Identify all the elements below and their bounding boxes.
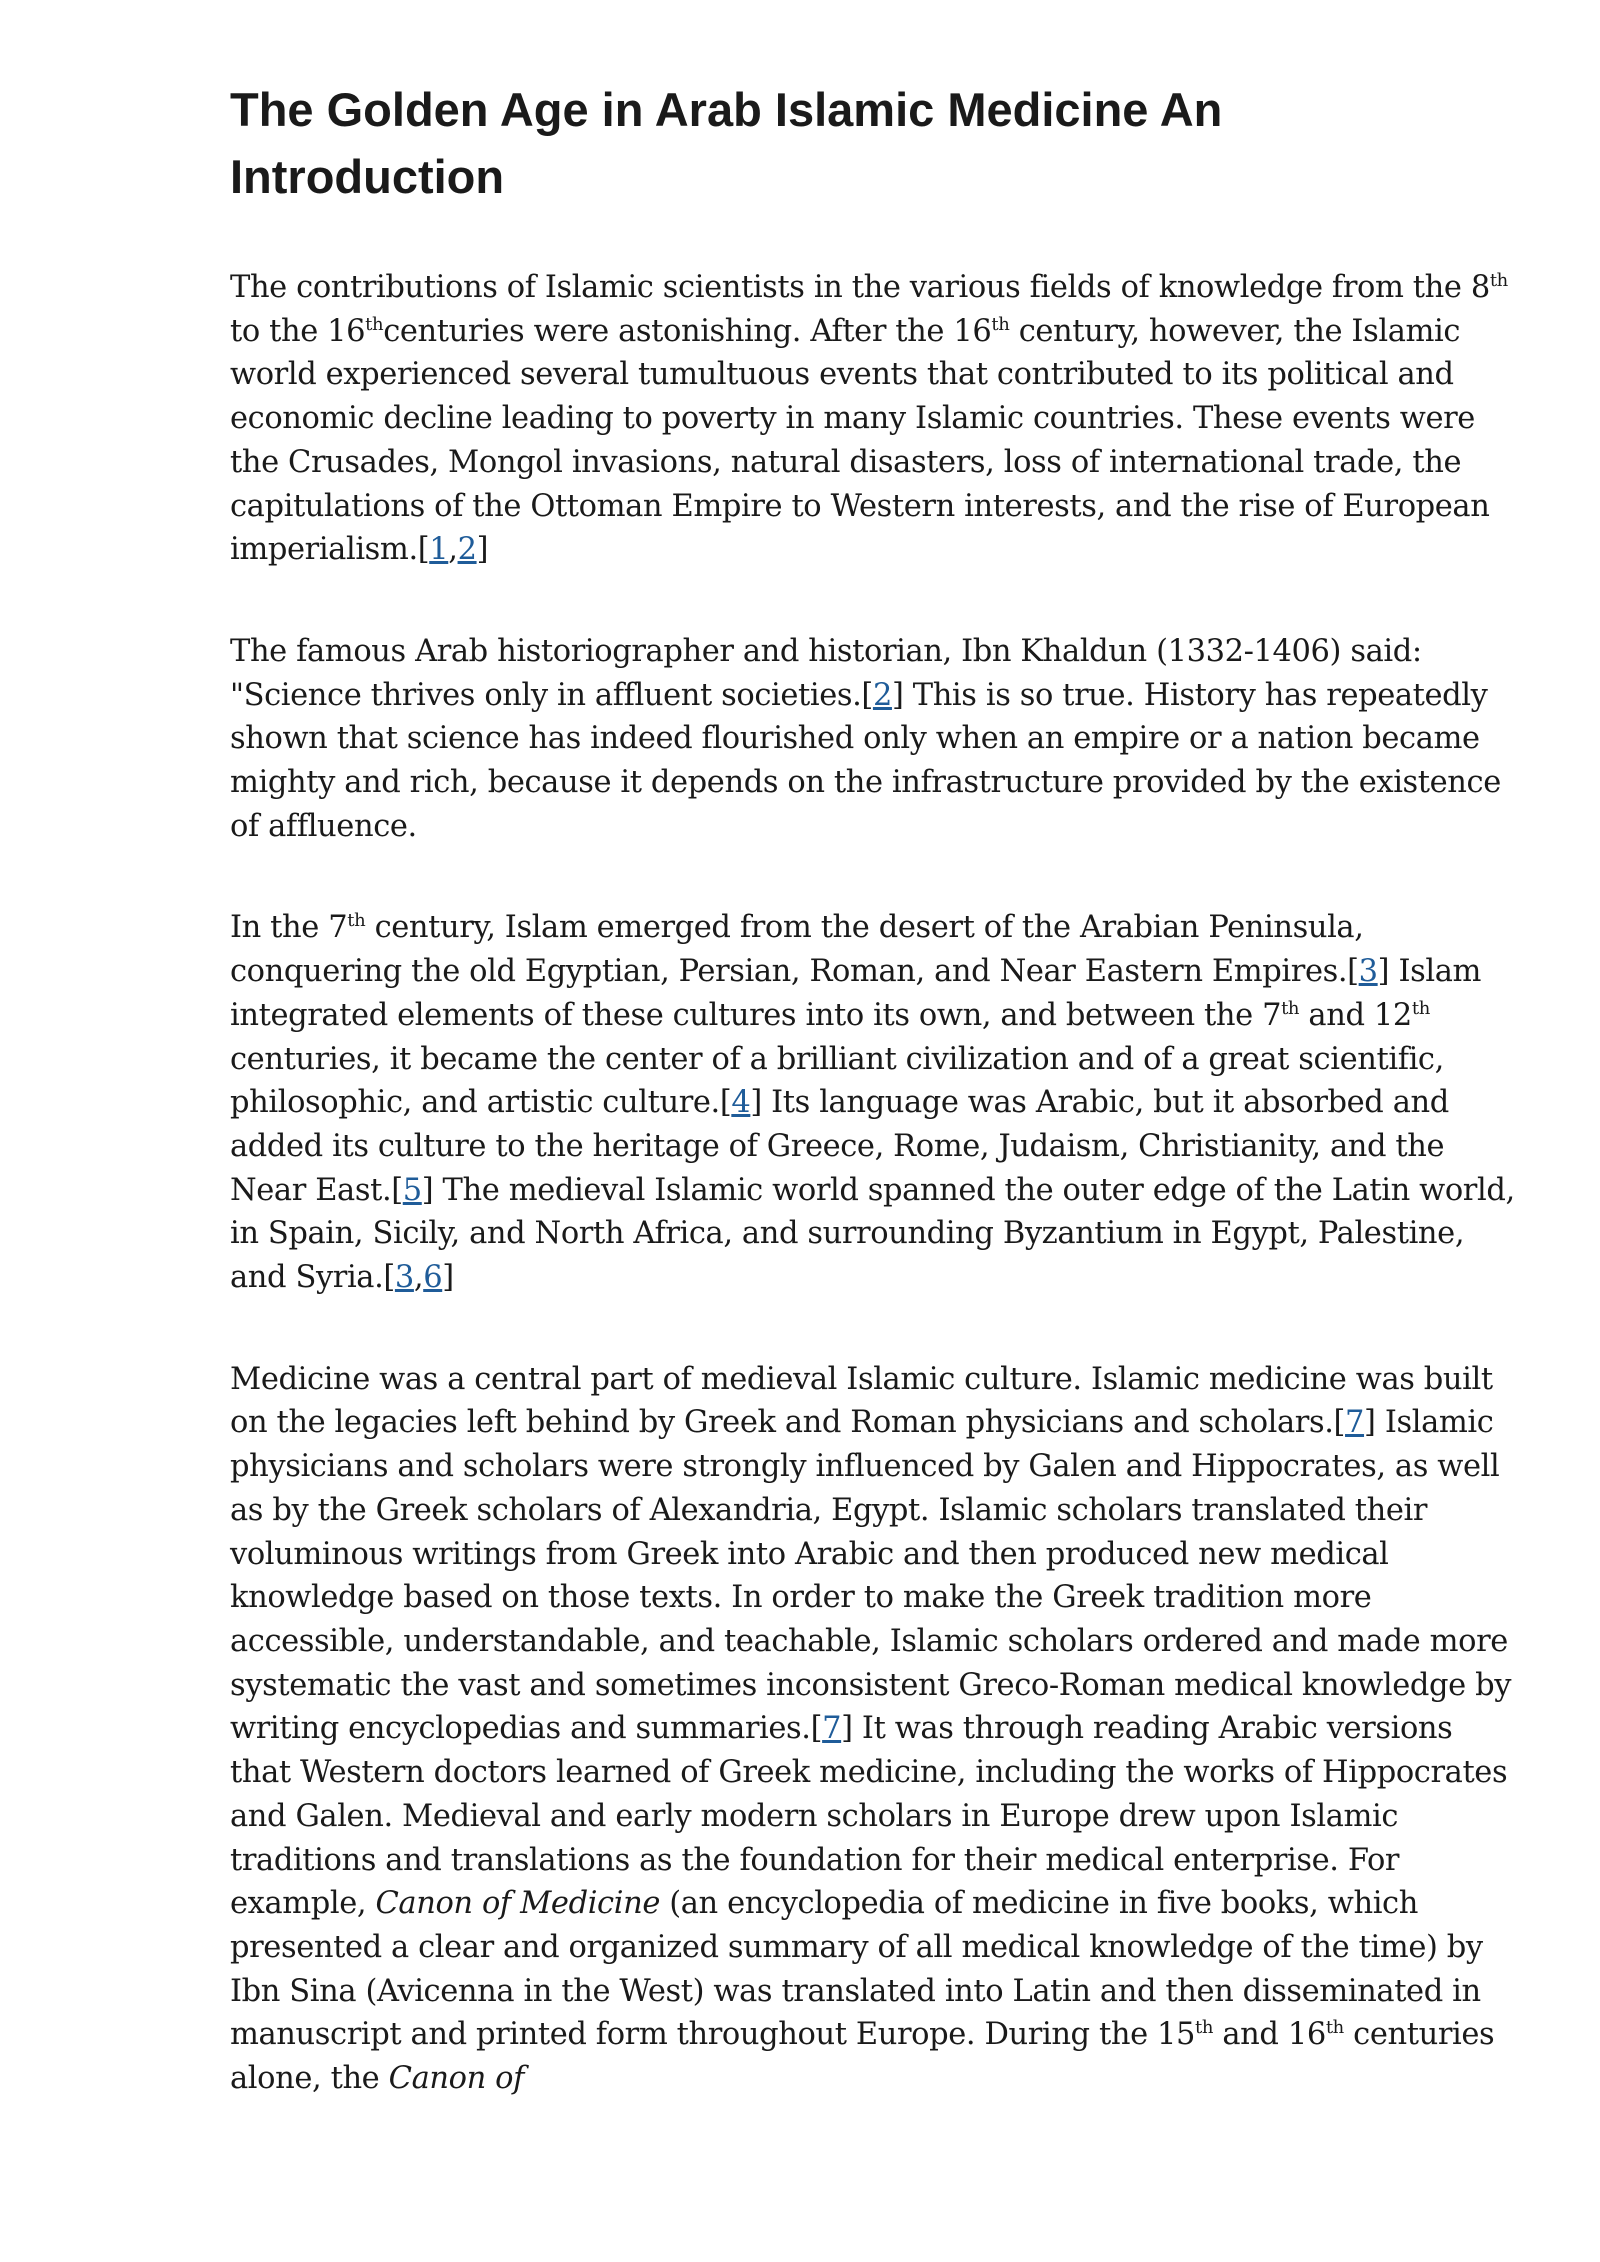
text-run: ] Islamic physicians and scholars were strongly influenced by Galen and Hippocrates, as well as by the Greek scholars of Alexandria, Egypt. Islamic scholars translated their voluminous writings from Greek into Arabic and then produced new medical knowledge based on those texts. In order to make the Greek tradition more accessible, understandable, and teachable, Islamic scholars ordered and made more systematic the vast and sometimes inconsistent Greco-Roman medical knowledge by writing encyclopedias and summaries.[ — [230, 1405, 1512, 1747]
document-page — [230, 76, 1520, 2159]
ordinal-superscript: th — [1281, 997, 1300, 1019]
citation-link[interactable]: 3 — [394, 1260, 414, 1296]
book-title: Canon of Medicine — [375, 1886, 660, 1922]
ordinal-superscript: th — [1489, 270, 1508, 291]
citation-link[interactable]: 6 — [423, 1260, 443, 1296]
citation-link[interactable]: 1 — [429, 532, 449, 568]
text-run: ] The medieval Islamic world spanned the outer edge of the Latin world, in Spain, Sicily, and North Africa, and surrounding Byzantium in Egypt, Palestine, and Syria.[ — [230, 1172, 1515, 1296]
article-body — [230, 266, 1520, 2101]
text-run: centuries alone, the — [230, 2017, 1495, 2097]
article-title: The Golden Age in Arab Islamic Medicine An Introduction — [230, 83, 1223, 203]
text-run: ] — [476, 532, 489, 568]
citation-link[interactable]: 5 — [402, 1172, 422, 1208]
text-run: In the 7 — [230, 910, 348, 946]
text-run: centuries, it became the center of a brilliant civilization and of a great scientific, philosophic, and artistic culture.[ — [230, 1041, 1444, 1121]
text-run: centuries were astonishing. After the 16 — [383, 313, 992, 349]
text-run: ] This is so true. History has repeatedly shown that science has indeed flourished only when an empire or a nation became mighty and rich, because it depends on the infrastructure provided by the existence of affluence. — [230, 677, 1501, 844]
citation-link[interactable]: 2 — [872, 677, 892, 713]
text-run: Medicine was a central part of medieval Islamic culture. Islamic medicine was built on the legacies left behind by Greek and Roman physicians and scholars.[ — [230, 1361, 1493, 1441]
ordinal-superscript: th — [991, 313, 1010, 335]
text-run: ] — [442, 1260, 454, 1296]
ordinal-superscript: th — [365, 313, 384, 335]
text-run: The contributions of Islamic scientists in the various fields of knowledge from the 8 — [230, 270, 1490, 305]
body-paragraph — [230, 906, 1520, 1299]
ordinal-superscript: th — [1411, 997, 1430, 1019]
text-run: , — [448, 532, 458, 568]
text-run: ] It was through reading Arabic versions that Western doctors learned of Greek medicine, including the works of Hippocrates and Galen. Medieval and early modern scholars in Europe drew upon Islamic traditions and translations as the foundation for their medical enterprise. For example, — [230, 1711, 1508, 1922]
text-run: (an encyclopedia of medicine in five books, which presented a clear and organized summary of all medical knowledge of the time) by Ibn Sina (Avicenna in the West) was translated into Latin and then disseminated in manuscript and printed form throughout Europe. During the 15 — [230, 1886, 1483, 2053]
text-run: and 12 — [1299, 997, 1412, 1033]
citation-link[interactable]: 4 — [731, 1085, 751, 1121]
text-run: The famous Arab historiographer and historian, Ibn Khaldun (1332-1406) said: "Science thrives only in affluent societies.[ — [230, 633, 1422, 713]
citation-link[interactable]: 7 — [1345, 1405, 1365, 1441]
text-run: and 16 — [1213, 2017, 1326, 2053]
text-run: century, however, the Islamic world experienced several tumultuous events that contributed to its political and economic decline leading to poverty in many Islamic countries. These events were the Crusades, Mongol invasions, natural disasters, loss of international trade, the capitulations of the Ottoman Empire to Western interests, and the rise of European imperialism.[ — [230, 313, 1490, 568]
citation-link[interactable]: 3 — [1358, 954, 1378, 990]
ordinal-superscript: th — [347, 910, 366, 932]
citation-link[interactable]: 2 — [457, 532, 477, 568]
book-title: Canon of — [388, 2061, 524, 2097]
body-paragraph — [230, 266, 1520, 572]
body-paragraph — [230, 630, 1520, 849]
text-run: , — [413, 1260, 424, 1296]
text-run: century, Islam emerged from the desert of the Arabian Peninsula, conquering the old Egyptian, Persian, Roman, and Near Eastern Empires.[ — [230, 910, 1364, 990]
text-run: ] Islam integrated elements of these cultures into its own, and between the 7 — [230, 954, 1482, 1033]
body-paragraph — [230, 1358, 1520, 2101]
text-run: ] Its language was Arabic, but it absorbed and added its culture to the heritage of Greece, Rome, Judaism, Christianity, and the Near East.[ — [230, 1085, 1449, 1208]
citation-link[interactable]: 7 — [822, 1711, 842, 1747]
ordinal-superscript: th — [1195, 2017, 1214, 2039]
text-run: to the 16 — [230, 313, 366, 349]
ordinal-superscript: th — [1325, 2017, 1344, 2039]
